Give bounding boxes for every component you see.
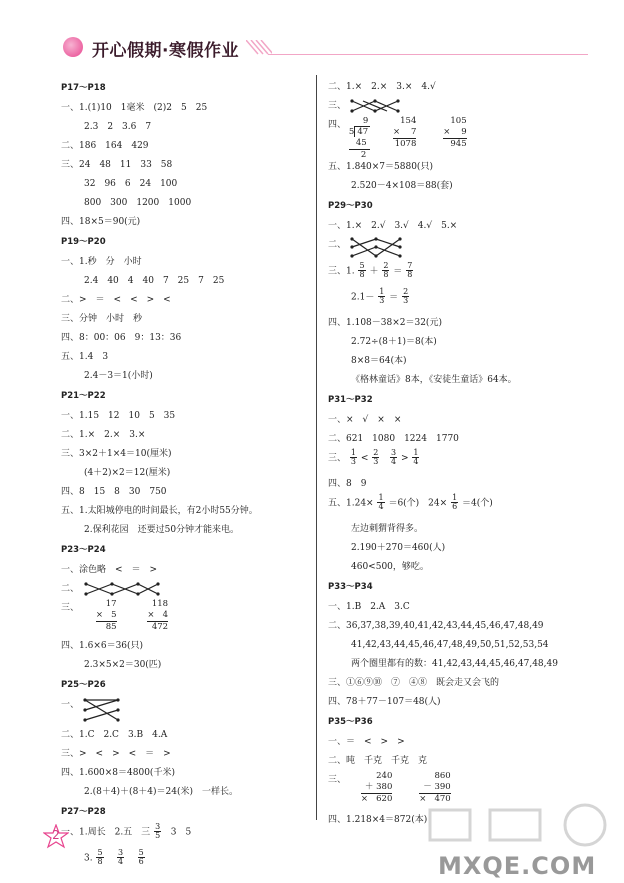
answer-line: 2.4 40 4 40 7 25 7 25 bbox=[84, 276, 225, 286]
calc-result bbox=[361, 794, 392, 805]
answers-left-column bbox=[61, 78, 306, 875]
calc-mid-value: 9 bbox=[461, 127, 467, 137]
numerator: 5 bbox=[138, 848, 144, 857]
denominator: 4 bbox=[378, 502, 384, 512]
matching-lines-diagram bbox=[349, 98, 401, 114]
calc-top: 860 bbox=[434, 771, 451, 781]
column-divider bbox=[316, 75, 317, 820]
fraction bbox=[451, 494, 458, 512]
pink-circle-icon bbox=[63, 37, 83, 57]
long-division bbox=[349, 116, 370, 161]
answer-line: 一、1.× 2.√ 3.√ 4.√ 5.× bbox=[328, 221, 458, 231]
header-title: 开心假期·寒假作业 bbox=[92, 41, 239, 61]
section-title: P17～P18 bbox=[61, 83, 106, 93]
numerator: 7 bbox=[407, 261, 413, 270]
answer-line: 左边刺猬背得多。 bbox=[351, 524, 424, 534]
answer-text: 五、1.24× bbox=[328, 498, 374, 509]
denominator: 4 bbox=[413, 457, 419, 467]
denominator: 4 bbox=[118, 857, 124, 867]
calc-mid bbox=[361, 782, 392, 794]
answer-line: 2.190＋270＝460(人) bbox=[351, 543, 446, 553]
calc-result: 1078 bbox=[394, 139, 417, 149]
item-label: 一、 bbox=[61, 700, 80, 710]
answer-line bbox=[328, 262, 578, 288]
answer-line: 2.72÷(8＋1)＝8(本) bbox=[351, 337, 437, 347]
answer-text: 三、 bbox=[328, 453, 347, 464]
vertical-multiplication bbox=[96, 599, 117, 633]
fraction bbox=[358, 262, 365, 280]
fraction bbox=[154, 823, 161, 841]
calc-mid-value: 390 bbox=[434, 782, 451, 792]
fraction bbox=[382, 262, 389, 280]
answer-line: 2.4－3＝1(小时) bbox=[84, 371, 153, 381]
item-label: 三、 bbox=[328, 775, 347, 785]
calc-mid-value: 4 bbox=[162, 610, 169, 620]
denominator: 8 bbox=[97, 857, 103, 867]
answer-line: 四、1.108－38×2＝32(元) bbox=[328, 318, 442, 328]
vertical-addition bbox=[361, 771, 392, 805]
denominator: 3 bbox=[379, 296, 385, 306]
denominator: 8 bbox=[383, 270, 389, 280]
page-number: 2 bbox=[52, 828, 60, 842]
denominator: 3 bbox=[403, 296, 409, 306]
answer-line bbox=[61, 849, 306, 875]
answer-line: 二、> ＝ < < > < bbox=[61, 295, 171, 305]
answer-text: 3 5 bbox=[170, 827, 192, 838]
operator: ＝ bbox=[393, 266, 403, 277]
answer-line: 四、1.218×4＝872(本) bbox=[328, 815, 428, 825]
item-label: 二、 bbox=[61, 584, 80, 594]
numerator: 3 bbox=[118, 848, 124, 857]
operator: ＋ bbox=[369, 266, 379, 277]
answer-line: 五、1.840×7＝5880(只) bbox=[328, 162, 433, 172]
answer-line: 三、3×2＋1×4＝10(厘米) bbox=[61, 449, 172, 459]
calc-mid bbox=[96, 610, 117, 622]
numerator: 1 bbox=[413, 448, 419, 457]
quotient: 9 bbox=[362, 116, 369, 126]
connecting-lines-diagram bbox=[82, 696, 122, 724]
numerator: 1 bbox=[452, 493, 458, 502]
calc-mid-value: 5 bbox=[111, 610, 117, 620]
calc-top: 154 bbox=[400, 116, 417, 126]
fraction bbox=[406, 262, 413, 280]
numerator: 3 bbox=[155, 822, 161, 831]
answer-line: 四、78＋77－107＝48(人) bbox=[328, 697, 441, 707]
answer-line: 三、> < > < ＝ > bbox=[61, 749, 171, 759]
fraction bbox=[96, 849, 103, 867]
numerator: 3 bbox=[390, 448, 397, 457]
answer-line bbox=[328, 449, 578, 475]
subtrahend: 45 bbox=[349, 138, 370, 150]
section-title: P21～P22 bbox=[61, 391, 106, 401]
answer-line: 一、1.15 12 10 5 35 bbox=[61, 411, 176, 421]
fraction bbox=[402, 288, 409, 306]
operator: ＝ bbox=[389, 292, 399, 303]
answer-line: 二、1.C 2.C 3.B 4.A bbox=[61, 730, 168, 740]
answer-line: 二、吨 千克 千克 克 bbox=[328, 756, 428, 766]
vertical-multiplication bbox=[147, 599, 168, 633]
answers-right-column bbox=[328, 78, 578, 830]
answer-line: 《格林童话》8本，《安徒生童话》64本。 bbox=[351, 375, 517, 385]
calc-top: 105 bbox=[450, 116, 467, 126]
divisor: 5 bbox=[348, 127, 355, 137]
calc-top: 118 bbox=[151, 599, 169, 609]
denominator: 6 bbox=[452, 502, 458, 512]
answer-text: ＝4(个) bbox=[462, 498, 493, 509]
fraction bbox=[138, 849, 145, 867]
item-label: 二、 bbox=[328, 240, 347, 250]
comparison-sign: > bbox=[400, 453, 409, 464]
times-sign: × bbox=[443, 127, 451, 137]
item-label: 四、 bbox=[328, 120, 347, 130]
vertical-multiplication bbox=[393, 116, 416, 150]
numerator: 1 bbox=[378, 493, 384, 502]
remainder: 2 bbox=[360, 150, 367, 160]
calc-result: 472 bbox=[151, 622, 169, 632]
times-sign: × bbox=[147, 610, 155, 620]
answer-line: 二、621 1080 1224 1770 bbox=[328, 434, 459, 444]
section-title: P31～P32 bbox=[328, 395, 373, 405]
answer-line bbox=[61, 696, 306, 726]
calc-result: 945 bbox=[450, 139, 467, 149]
times-sign: × bbox=[95, 610, 104, 620]
section-title: P35～P36 bbox=[328, 717, 373, 727]
calc-result-value: 470 bbox=[434, 794, 451, 804]
answer-line: 8×8＝64(本) bbox=[351, 356, 407, 366]
minus-sign: － bbox=[423, 782, 432, 792]
answer-text: 3. bbox=[84, 853, 93, 864]
fraction bbox=[390, 449, 397, 467]
section-title: P29～P30 bbox=[328, 201, 373, 211]
answer-line: 2.520－4×108＝88(套) bbox=[351, 181, 453, 191]
denominator: 8 bbox=[359, 270, 365, 280]
times-sign: × bbox=[360, 794, 369, 804]
numerator: 2 bbox=[383, 261, 389, 270]
comparison-sign: < bbox=[360, 453, 369, 464]
answer-line: 三、24 48 11 33 58 bbox=[61, 160, 173, 170]
answer-line: 五、1.太阳城停电的时间最长，有2小时55分钟。 bbox=[61, 506, 258, 516]
calc-mid bbox=[147, 610, 168, 622]
answer-text: 三、1. bbox=[328, 266, 355, 277]
answer-line: 2.保利花园 还要过50分钟才能来电。 bbox=[84, 525, 240, 535]
numerator: 5 bbox=[359, 261, 365, 270]
answer-line: 五、1.4 3 bbox=[61, 352, 109, 362]
numerator: 1 bbox=[379, 287, 385, 296]
numerator: 2 bbox=[403, 287, 409, 296]
answer-line bbox=[61, 823, 306, 849]
answer-text: ＝6(个) 24× bbox=[388, 498, 448, 509]
answer-line: 三、分钟 小时 秒 bbox=[61, 314, 143, 324]
answer-line: (4＋2)×2＝12(厘米) bbox=[84, 468, 171, 478]
answer-line: 460<500，够吃。 bbox=[351, 562, 429, 572]
section-title: P27～P28 bbox=[61, 807, 106, 817]
answer-line bbox=[328, 494, 578, 520]
times-sign: × bbox=[393, 127, 401, 137]
answer-line: 2.3 2 3.6 7 bbox=[84, 122, 152, 132]
denominator: 3 bbox=[350, 457, 356, 467]
answer-line: 一、＝ < > > bbox=[328, 737, 405, 747]
answer-text: 2.1－ bbox=[351, 292, 375, 303]
calc-mid bbox=[393, 127, 416, 139]
answer-line: 三、①⑥⑨⑩ ⑦ ④⑧ 既会走又会飞的 bbox=[328, 678, 500, 688]
answer-line: 一、涂色略 < ＝ > bbox=[61, 565, 158, 575]
calc-result-value: 620 bbox=[376, 794, 393, 804]
times-sign: × bbox=[419, 794, 427, 804]
answer-line: 两个圈里都有的数：41,42,43,44,45,46,47,48,49 bbox=[351, 659, 558, 669]
answer-line: 四、18×5＝90(元) bbox=[61, 217, 141, 227]
answer-line: 2.(8＋4)＋(8＋4)＝24(米) 一样长。 bbox=[84, 787, 239, 797]
denominator: 3 bbox=[373, 457, 379, 467]
plus-sign: ＋ bbox=[364, 782, 374, 792]
answer-line: 四、8：00：06 9：13：36 bbox=[61, 333, 182, 343]
section-title: P33～P34 bbox=[328, 582, 373, 592]
answer-line: 二、1.× 2.× 3.× bbox=[61, 430, 146, 440]
answer-line: 32 96 6 24 100 bbox=[84, 179, 178, 189]
calc-mid-value: 7 bbox=[410, 127, 417, 137]
answer-line bbox=[61, 599, 306, 637]
section-title: P25～P26 bbox=[61, 680, 106, 690]
calc-mid bbox=[419, 782, 450, 794]
division-row bbox=[349, 127, 370, 138]
fraction bbox=[378, 288, 385, 306]
calc-mid-value: 380 bbox=[376, 782, 393, 792]
answer-text: 一、1.周长 2.五 三 bbox=[61, 827, 151, 838]
item-label: 三、 bbox=[61, 603, 80, 613]
numerator: 2 bbox=[373, 448, 379, 457]
page-header bbox=[0, 0, 624, 61]
answer-line: 二、186 164 429 bbox=[61, 141, 149, 151]
answer-line bbox=[61, 580, 306, 599]
calc-top: 240 bbox=[376, 771, 393, 781]
fraction bbox=[412, 449, 419, 467]
answer-line: 二、1.× 2.× 3.× 4.√ bbox=[328, 82, 436, 92]
numerator: 1 bbox=[350, 448, 356, 457]
calc-result: 85 bbox=[105, 622, 117, 632]
item-label: 三、 bbox=[328, 101, 347, 111]
fraction bbox=[350, 449, 357, 467]
dividend: 47 bbox=[354, 126, 370, 137]
answer-line: 四、8 15 8 30 750 bbox=[61, 487, 167, 497]
answer-line: 2.3×5×2＝30(匹) bbox=[84, 660, 162, 670]
denominator: 6 bbox=[138, 857, 144, 867]
answer-line bbox=[328, 97, 578, 116]
numerator: 5 bbox=[97, 848, 103, 857]
header-rule bbox=[268, 54, 588, 55]
answer-line: 一、1.秒 分 小时 bbox=[61, 257, 142, 267]
fraction bbox=[377, 494, 384, 512]
vertical-multiplication bbox=[443, 116, 466, 150]
answer-line bbox=[328, 236, 578, 262]
denominator: 5 bbox=[155, 831, 161, 841]
page-number-badge bbox=[43, 824, 69, 850]
answer-line bbox=[328, 288, 578, 314]
section-title: P23～P24 bbox=[61, 545, 106, 555]
answer-line bbox=[328, 116, 578, 158]
matching-lines-diagram bbox=[82, 581, 162, 597]
answer-line: 四、1.6×6＝36(只) bbox=[61, 641, 144, 651]
denominator: 4 bbox=[390, 457, 397, 467]
answer-line: 一、1.(1)10 1毫米 (2)2 5 25 bbox=[61, 103, 208, 113]
section-title: P19～P20 bbox=[61, 237, 106, 247]
calc-top: 17 bbox=[105, 599, 117, 609]
watermark-text: MXQE.COM bbox=[438, 852, 597, 880]
calc-mid bbox=[443, 127, 466, 139]
answer-line: 800 300 1200 1000 bbox=[84, 198, 192, 208]
fraction bbox=[372, 449, 379, 467]
answer-line: 四、1.600×8＝4800(千米) bbox=[61, 768, 175, 778]
answer-line: 四、8 9 bbox=[328, 479, 367, 489]
answer-line: 一、× √ × × bbox=[328, 415, 402, 425]
answer-line: 41,42,43,44,45,46,47,48,49,50,51,52,53,54 bbox=[351, 640, 549, 650]
denominator: 8 bbox=[407, 270, 413, 280]
matching-lines-diagram bbox=[349, 236, 403, 260]
answer-line: 二、36,37,38,39,40,41,42,43,44,45,46,47,48,49 bbox=[328, 621, 544, 631]
fraction bbox=[117, 849, 124, 867]
answer-line: 一、1.B 2.A 3.C bbox=[328, 602, 410, 612]
